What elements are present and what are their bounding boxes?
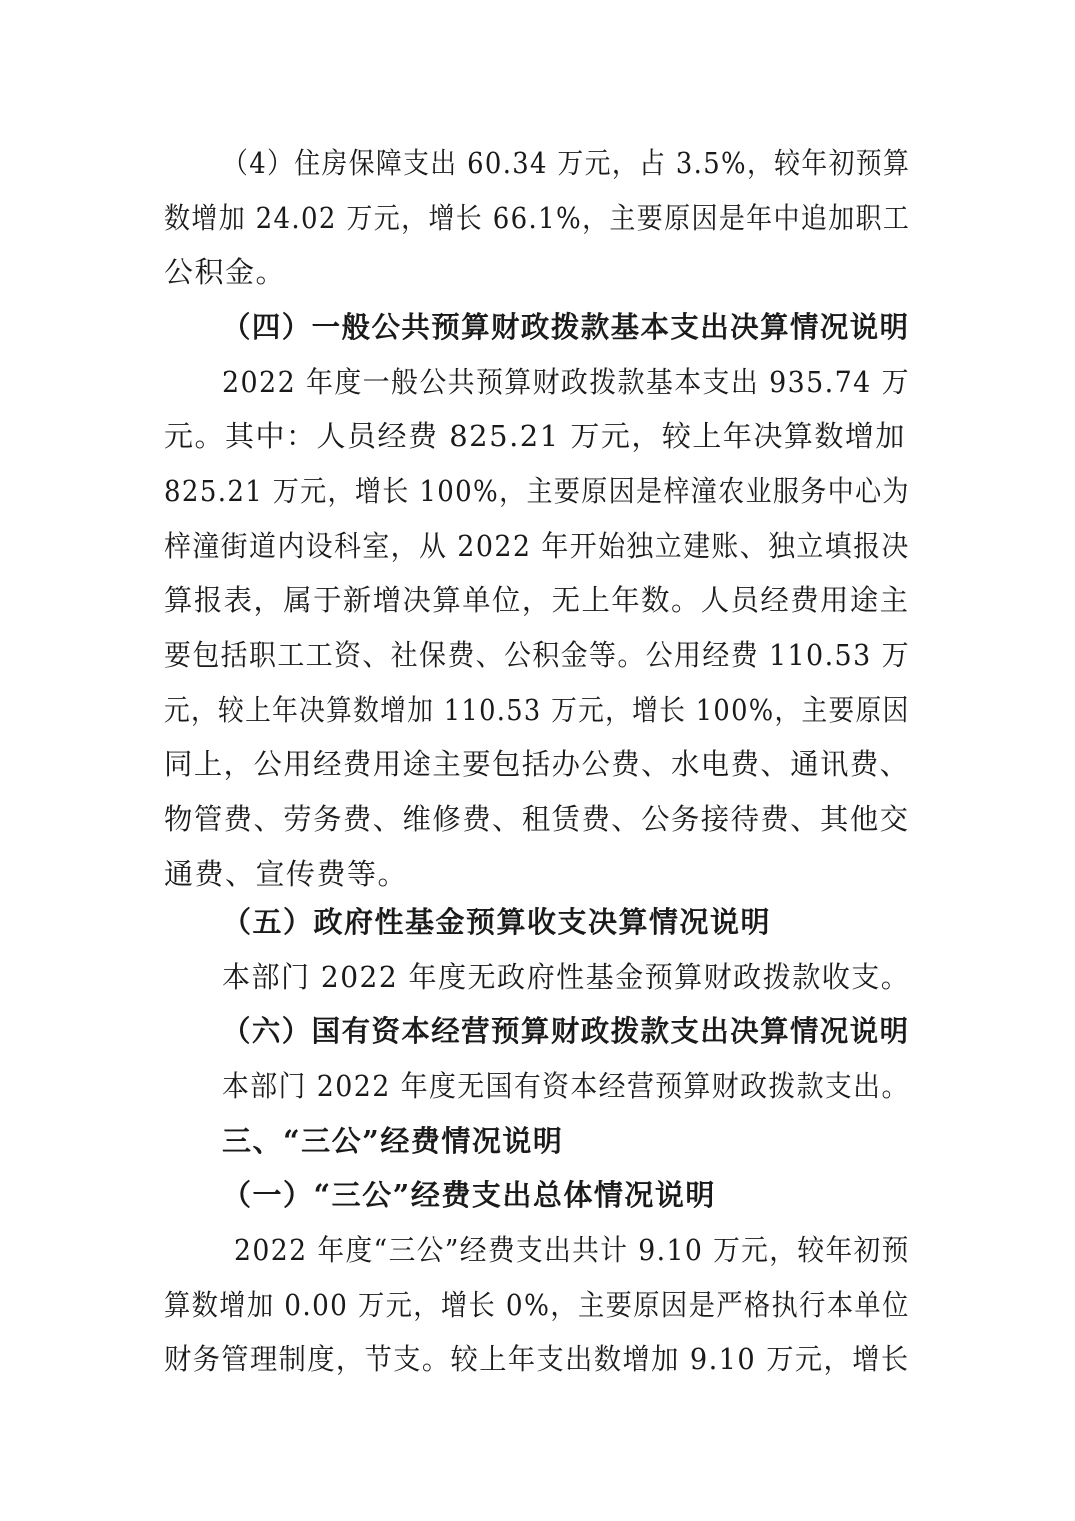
- section-heading: （六）国有资本经营预算财政拨款支出决算情况说明: [222, 1014, 910, 1048]
- paragraph-line: 梓潼街道内设科室，从 2022 年开始独立建账、独立填报决: [164, 529, 910, 563]
- paragraph-line: 数增加 24.02 万元，增长 66.1%，主要原因是年中追加职工: [164, 201, 911, 235]
- paragraph-line: 本部门 2022 年度无政府性基金预算财政拨款收支。: [222, 960, 911, 994]
- paragraph-line: 算数增加 0.00 万元，增长 0%，主要原因是严格执行本单位: [164, 1288, 910, 1322]
- paragraph-line: 2022 年度一般公共预算财政拨款基本支出 935.74 万: [222, 365, 910, 399]
- paragraph-line: 同上，公用经费用途主要包括办公费、水电费、通讯费、: [164, 747, 910, 781]
- paragraph-line: 要包括职工工资、社保费、公积金等。公用经费 110.53 万: [164, 638, 910, 672]
- paragraph-line: 通费、宣传费等。: [164, 857, 409, 891]
- paragraph-line: 2022 年度“三公”经费支出共计 9.10 万元，较年初预: [234, 1233, 910, 1267]
- section-heading: （四）一般公共预算财政拨款基本支出决算情况说明: [222, 310, 910, 344]
- paragraph-line: （4）住房保障支出 60.34 万元，占 3.5%，较年初预算: [222, 146, 911, 180]
- paragraph-line: 算报表，属于新增决算单位，无上年数。人员经费用途主: [164, 583, 910, 617]
- section-heading: （五）政府性基金预算收支决算情况说明: [222, 905, 772, 939]
- paragraph-line: 本部门 2022 年度无国有资本经营预算财政拨款支出。: [222, 1069, 910, 1103]
- chapter-heading: 三、“三公”经费情况说明: [222, 1124, 564, 1158]
- paragraph-line: 物管费、劳务费、维修费、租赁费、公务接待费、其他交: [164, 802, 910, 836]
- section-heading: （一）“三公”经费支出总体情况说明: [222, 1178, 716, 1212]
- paragraph-line: 元，较上年决算数增加 110.53 万元，增长 100%，主要原因: [164, 693, 910, 727]
- paragraph-line: 公积金。: [164, 255, 287, 289]
- paragraph-line: 财务管理制度，节支。较上年支出数增加 9.10 万元，增长: [164, 1342, 910, 1376]
- paragraph-line: 元。其中：人员经费 825.21 万元，较上年决算数增加: [164, 419, 906, 453]
- paragraph-line: 825.21 万元，增长 100%，主要原因是梓潼农业服务中心为: [164, 474, 910, 508]
